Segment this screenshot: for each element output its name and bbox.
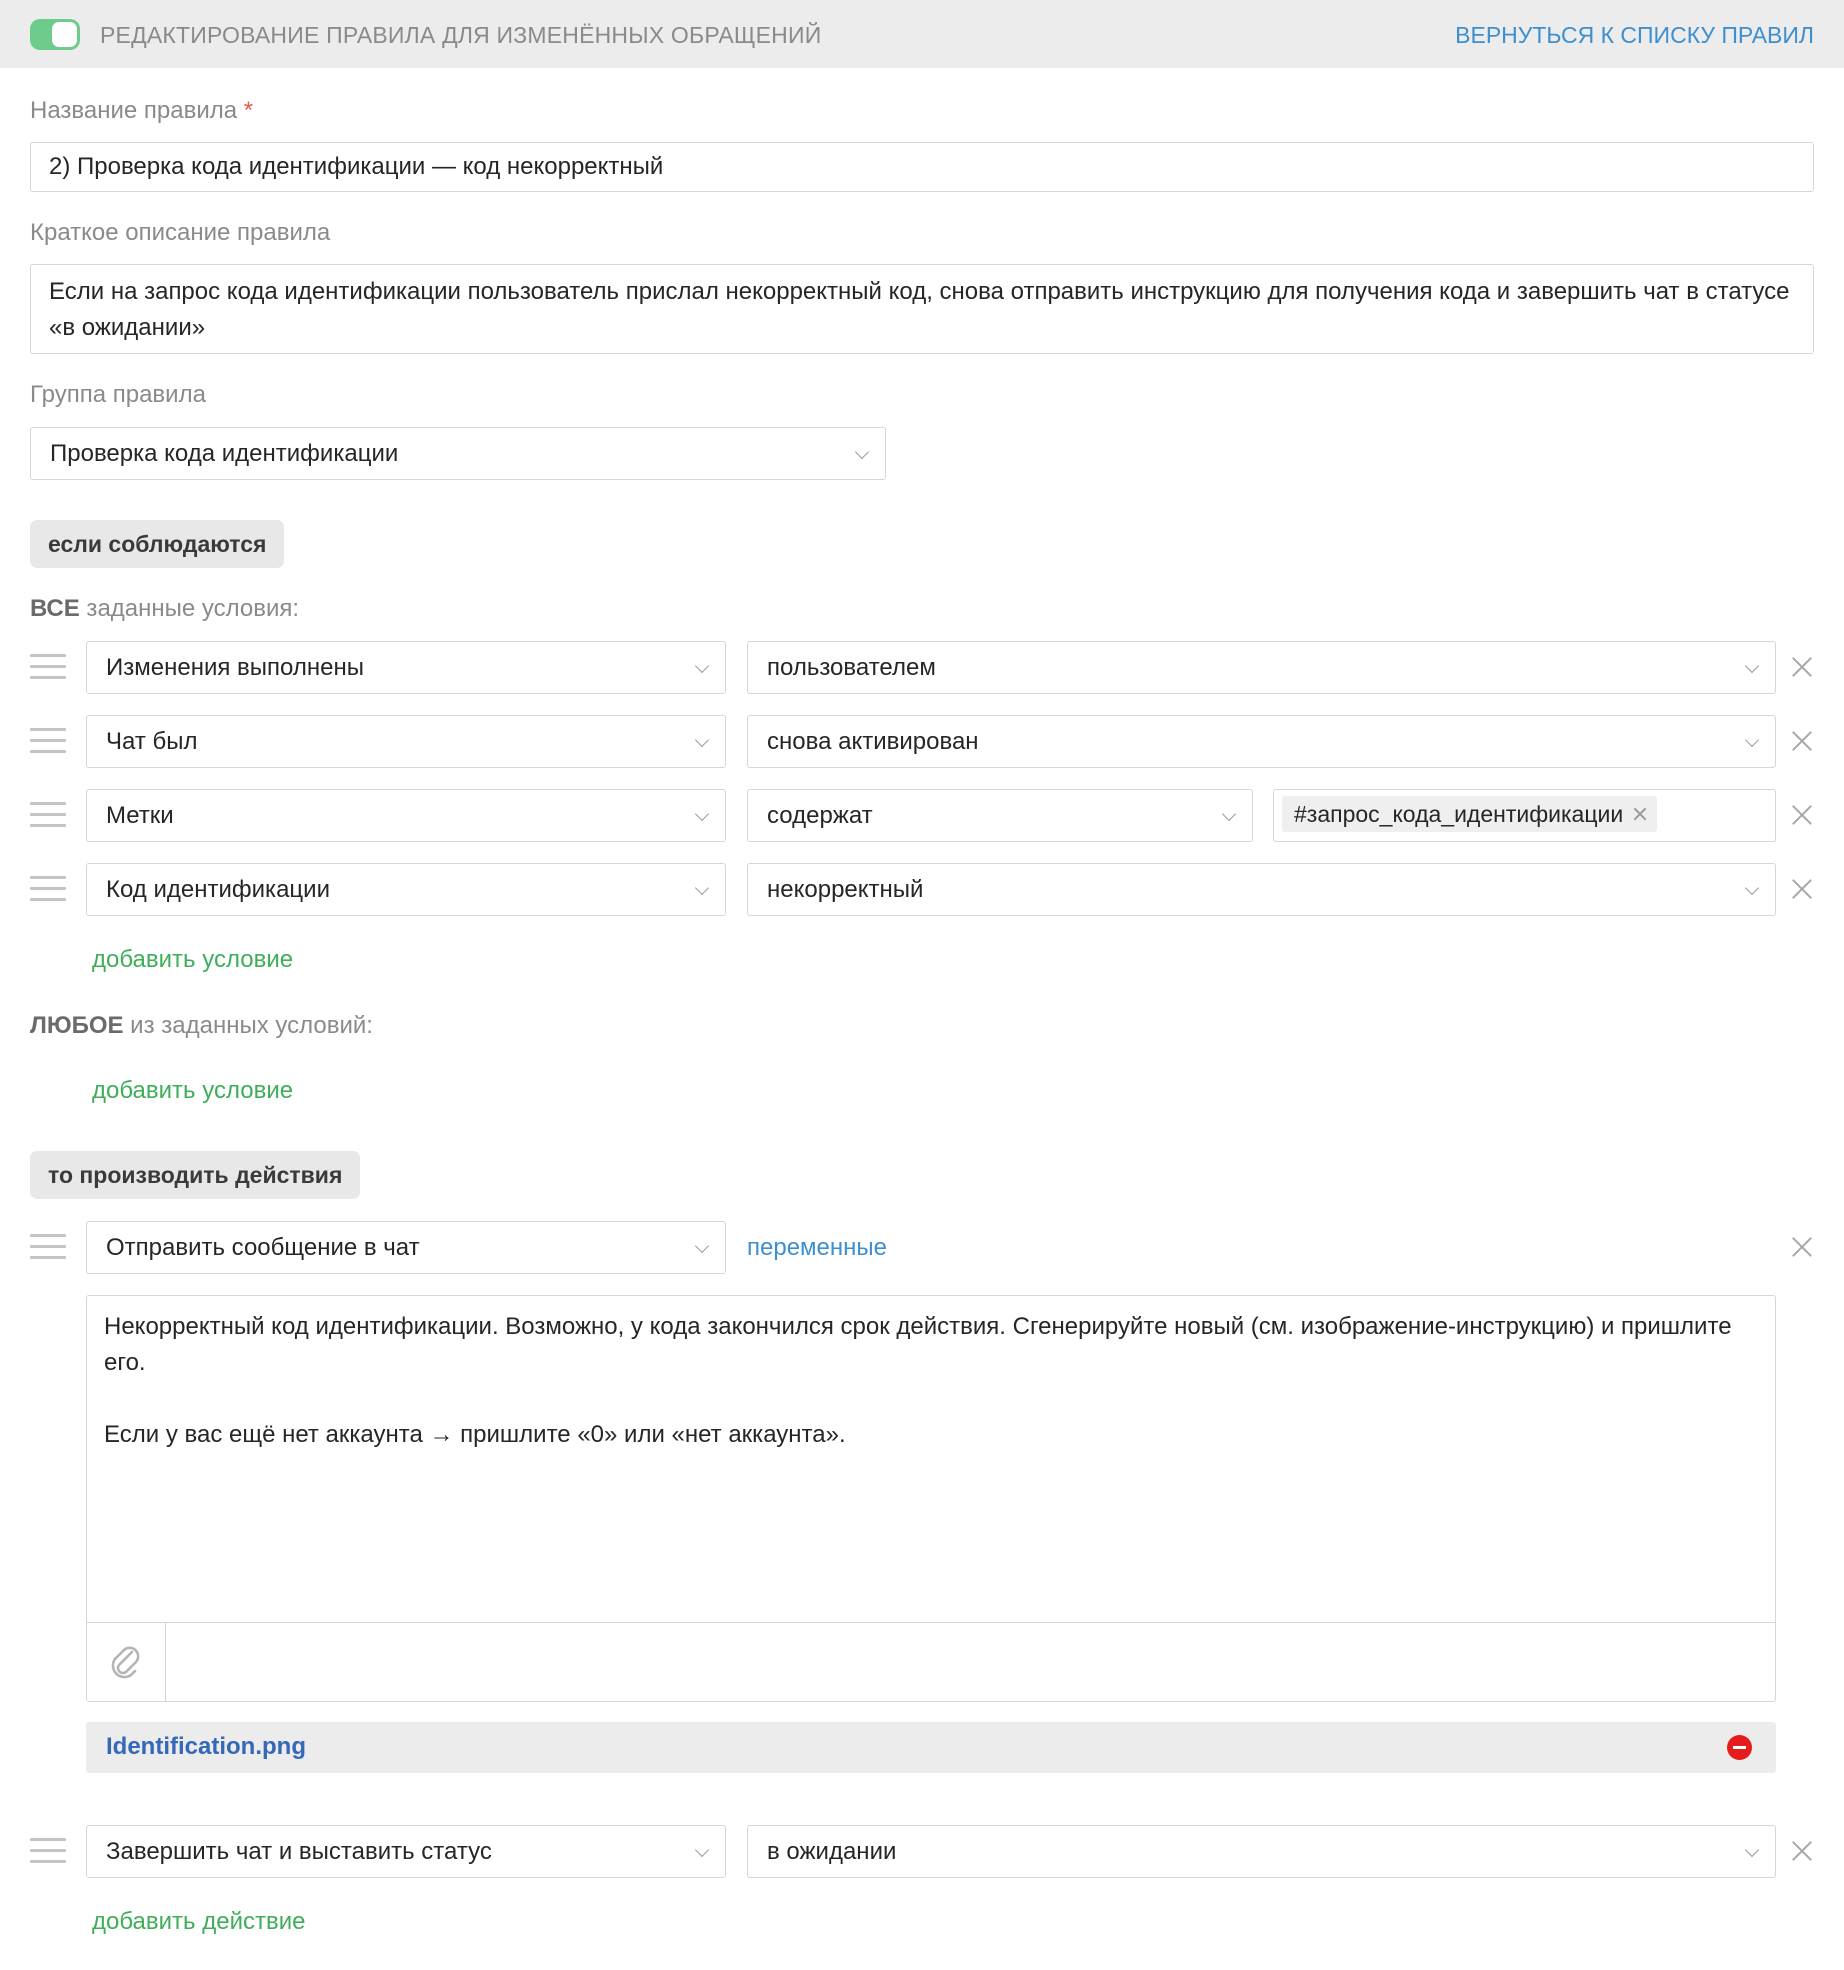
rule-group-label: Группа правила (30, 381, 206, 408)
rule-group-value: Проверка кода идентификации (50, 439, 399, 467)
rule-description-textarea[interactable] (30, 264, 1814, 354)
chevron-down-icon (695, 1238, 709, 1252)
chevron-down-icon (1745, 732, 1759, 746)
rule-name-input[interactable] (30, 142, 1814, 192)
chevron-down-icon (695, 658, 709, 672)
toggle-knob (52, 22, 77, 47)
drag-handle-icon[interactable] (30, 1232, 66, 1262)
chevron-down-icon (695, 880, 709, 894)
condition-operator-value: содержат (767, 801, 873, 829)
rule-name-label (30, 96, 253, 126)
remove-action-icon[interactable] (1790, 1235, 1814, 1259)
conditions-section-header: если соблюдаются (30, 520, 284, 568)
rule-name-value: 2) Проверка кода идентификации — код некорректный (49, 153, 664, 180)
message-editor[interactable] (86, 1295, 1776, 1702)
remove-attachment-icon[interactable] (1727, 1735, 1752, 1760)
all-conditions-label (30, 594, 299, 624)
editor-toolbar (87, 1622, 1775, 1702)
condition-operator-select[interactable] (747, 641, 1776, 694)
message-textarea[interactable] (87, 1296, 1775, 1622)
all-conditions-label-bold: ВСЕ (30, 595, 80, 622)
attach-file-button[interactable] (87, 1623, 166, 1702)
chevron-down-icon (1222, 806, 1236, 820)
attachment-row (86, 1722, 1776, 1773)
action-type-select[interactable] (86, 1825, 726, 1878)
condition-field-value: Код идентификации (106, 875, 330, 903)
any-conditions-label (30, 1011, 373, 1041)
message-line: Некорректный код идентификации. Возможно, у кода закончился срок действия. Сгенерируйте новый (см. изображение-инструкцию) и пришлите его. (104, 1313, 1732, 1376)
paperclip-icon (108, 1643, 144, 1683)
attachment-file-name[interactable]: Identification.png (106, 1733, 306, 1760)
chat-status-select[interactable] (747, 1825, 1776, 1878)
remove-tag-icon[interactable] (1633, 807, 1647, 821)
condition-operator-value: некорректный (767, 875, 924, 903)
back-to-rules-link[interactable]: ВЕРНУТЬСЯ К СПИСКУ ПРАВИЛ (1455, 22, 1814, 48)
remove-condition-icon[interactable] (1790, 729, 1814, 753)
chevron-down-icon (695, 1842, 709, 1856)
remove-action-icon[interactable] (1790, 1839, 1814, 1863)
any-conditions-label-bold: ЛЮБОЕ (30, 1012, 124, 1039)
drag-handle-icon[interactable] (30, 652, 66, 682)
rule-description-label: Краткое описание правила (30, 219, 331, 246)
chat-status-value: в ожидании (767, 1837, 897, 1865)
condition-operator-select[interactable] (747, 863, 1776, 916)
drag-handle-icon[interactable] (30, 874, 66, 904)
remove-condition-icon[interactable] (1790, 655, 1814, 679)
condition-operator-value: снова активирован (767, 727, 979, 755)
condition-operator-select[interactable] (747, 789, 1253, 842)
condition-field-value: Чат был (106, 727, 198, 755)
message-line: Если у вас ещё нет аккаунта → пришлите «0» или «нет аккаунта». (104, 1421, 846, 1448)
chevron-down-icon (1745, 658, 1759, 672)
chevron-down-icon (695, 806, 709, 820)
rule-enabled-toggle[interactable] (30, 19, 80, 50)
chevron-down-icon (1745, 1842, 1759, 1856)
condition-field-select[interactable] (86, 715, 726, 768)
tag-label: #запрос_кода_идентификации (1294, 800, 1624, 827)
chevron-down-icon (695, 732, 709, 746)
add-any-condition-link[interactable]: добавить условие (92, 1077, 294, 1104)
tags-input[interactable] (1273, 789, 1776, 842)
variables-link[interactable]: переменные (747, 1234, 887, 1261)
condition-operator-value: пользователем (767, 653, 936, 681)
rule-editor-header (0, 0, 1844, 68)
condition-field-select[interactable] (86, 789, 726, 842)
chevron-down-icon (1745, 880, 1759, 894)
page-title: РЕДАКТИРОВАНИЕ ПРАВИЛА ДЛЯ ИЗМЕНЁННЫХ ОБРАЩЕНИЙ (100, 22, 822, 48)
drag-handle-icon[interactable] (30, 726, 66, 756)
condition-operator-select[interactable] (747, 715, 1776, 768)
drag-handle-icon[interactable] (30, 800, 66, 830)
condition-field-select[interactable] (86, 863, 726, 916)
actions-section-header: то производить действия (30, 1151, 360, 1199)
action-type-select[interactable] (86, 1221, 726, 1274)
action-type-value: Отправить сообщение в чат (106, 1233, 420, 1261)
all-conditions-label-text: заданные условия: (79, 595, 300, 622)
chevron-down-icon (855, 444, 869, 458)
action-type-value: Завершить чат и выставить статус (106, 1837, 492, 1865)
condition-field-value: Изменения выполнены (106, 653, 364, 681)
condition-field-select[interactable] (86, 641, 726, 694)
any-conditions-label-text: из заданных условий: (123, 1012, 373, 1039)
required-mark: * (243, 97, 254, 124)
rule-description-value: Если на запрос кода идентификации пользователь прислал некорректный код, снова отправить инструкцию для получения кода и завершить чат в статусе «в ожидании» (49, 278, 1790, 341)
add-action-link[interactable]: добавить действие (92, 1908, 306, 1935)
drag-handle-icon[interactable] (30, 1836, 66, 1866)
condition-field-value: Метки (106, 801, 174, 829)
tag-chip (1282, 796, 1657, 832)
rule-name-label-text: Название правила (30, 97, 238, 124)
remove-condition-icon[interactable] (1790, 803, 1814, 827)
rule-group-select[interactable] (30, 427, 886, 480)
remove-condition-icon[interactable] (1790, 877, 1814, 901)
add-all-condition-link[interactable]: добавить условие (92, 946, 294, 973)
